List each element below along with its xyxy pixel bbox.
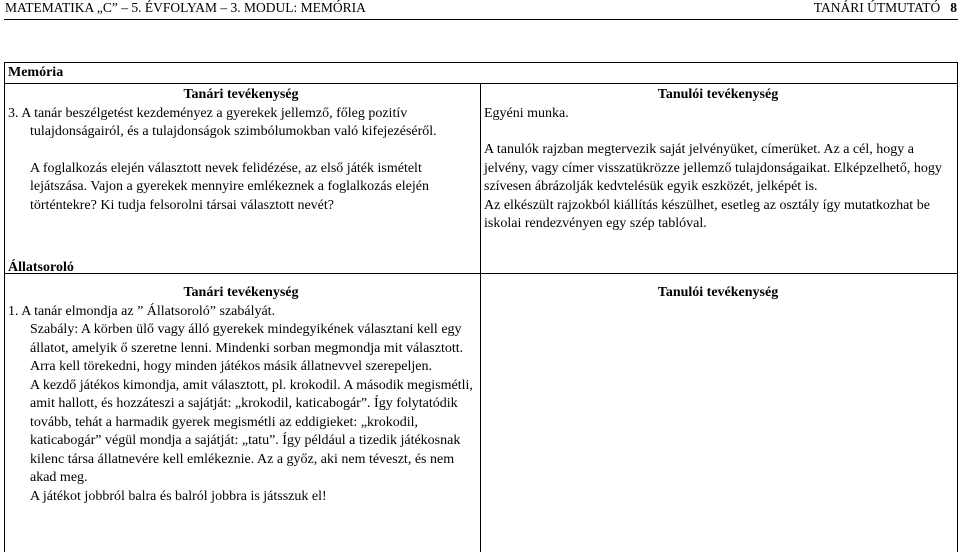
header-right-text: TANÁRI ÚTMUTATÓ [813, 0, 941, 15]
block1-student-p3: Az elkészült rajzokból kiállítás készülhet, esetleg az osztály így mutatkozhat be iskolai rendezvényen egy szép tablóval. [484, 197, 930, 231]
table-right-border [957, 62, 958, 552]
block1-teacher-cell [8, 86, 474, 215]
subsection-title: Állatsoroló [8, 260, 74, 275]
title-row-divider [4, 83, 958, 84]
block2-column-divider [480, 273, 481, 552]
lesson-table [4, 62, 958, 552]
header-left-text: MATEMATIKA „C” – 5. ÉVFOLYAM – 3. MODUL: MEMÓRIA [5, 0, 366, 15]
page-header [5, 0, 957, 18]
block2-teacher-cell [8, 284, 474, 506]
block1-teacher-p2: A foglalkozás elején választott nevek felidézése, az első játék ismételt lejátszása. Vajon a gyerekek mennyire emlékeznek a foglalkozás elején történtekre? Ki tudja felsorolni társai választott nevét? [30, 160, 429, 213]
block2-line1: 1. A tanár elmondja az ” Állatsoroló” szabályát. [8, 303, 276, 319]
table-top-border [4, 62, 958, 63]
block2-student-cell [484, 284, 952, 303]
header-right [814, 0, 957, 16]
block1-teacher-heading: Tanári tevékenység [183, 87, 299, 102]
block1-student-heading: Tanulói tevékenység [657, 87, 779, 102]
block1-student-p1: Egyéni munka. [484, 105, 569, 121]
block2-teacher-heading: Tanári tevékenység [183, 285, 299, 300]
block1-teacher-p1: 3. A tanár beszélgetést kezdeményez a gyerekek jellemző, főleg pozitív tulajdonságairól, és a tulajdonságok szimbólumokban való kifejezéséről. [8, 105, 437, 139]
header-rule [4, 19, 958, 20]
block2-p2: A kezdő játékos kimondja, amit választott, pl. krokodil. A második megismétli, amit hallott, és hozzáteszi a sajátját: „krokodil, katicabogár”. Így folytatódik tovább, tehát a harmadik gyerek megismétli az eddigieket: „krokodil, katicabogár” végül mondja a sajátját: „tatu”. Így például a tizedik játékosnak kilenc társa állatnevére kell emlékeznie. Az a győz, aki nem téveszt, és nem akad meg. [30, 377, 473, 485]
block2-student-heading: Tanulói tevékenység [657, 285, 779, 300]
block2-p3: A játékot jobbról balra és balról jobbra is játsszuk el! [30, 488, 327, 504]
section-title: Memória [8, 65, 64, 80]
block1-column-divider [480, 83, 481, 273]
table-left-border [4, 62, 5, 552]
block1-student-cell [484, 86, 952, 234]
page-number: 8 [950, 0, 957, 15]
block1-student-p2: A tanulók rajzban megtervezik saját jelvényüket, címerüket. Az a cél, hogy a jelvény, vagy címer visszatükrözze jellemző tulajdonságaikat. Elképzelhető, hogy szívesen ábrázolják kedvtelésük egyik eszközét, jelképét is. [484, 142, 942, 194]
block2-p1: Szabály: A körben ülő vagy álló gyerekek mindegyikének választani kell egy állatot, amelyik ő szeretne lenni. Mindenki sorban megmondja mit választott. Arra kell törekedni, hogy minden játékos másik állatnevvel szerepeljen. [30, 322, 464, 374]
